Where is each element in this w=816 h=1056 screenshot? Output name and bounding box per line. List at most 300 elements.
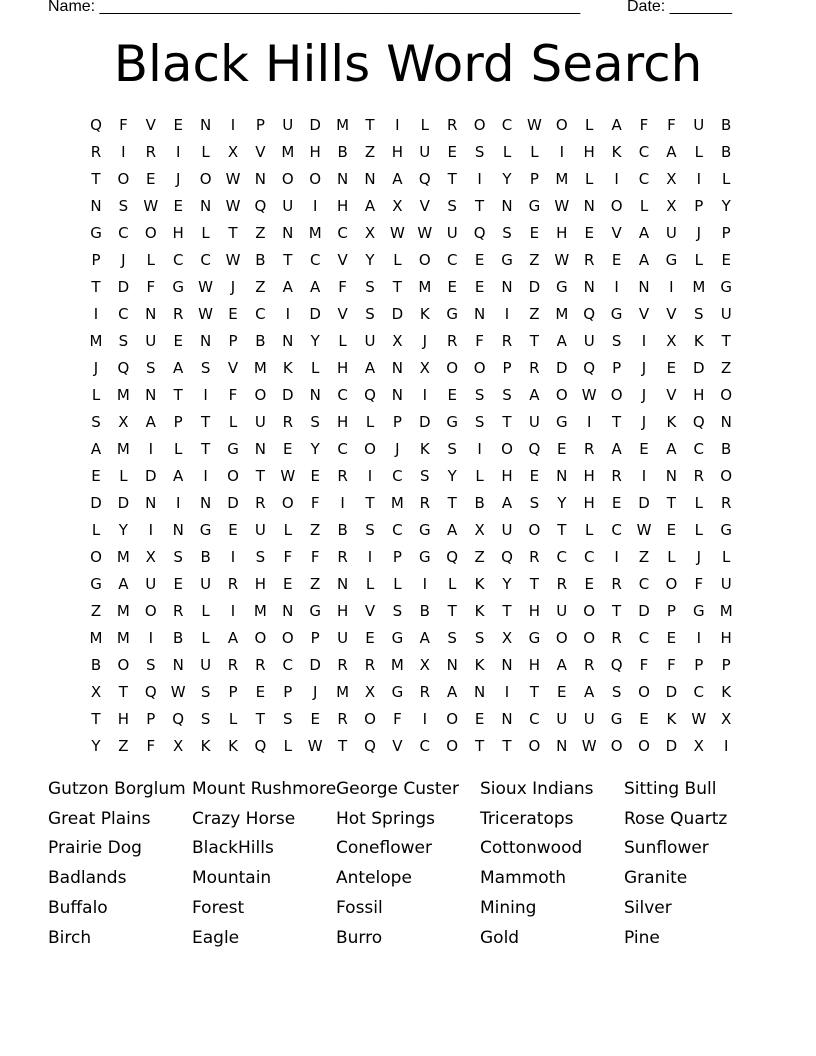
grid-letter: O — [117, 656, 130, 674]
grid-letter: T — [338, 737, 348, 755]
grid-letter: L — [585, 170, 594, 188]
grid-letter: D — [693, 359, 705, 377]
grid-letter: U — [446, 224, 458, 242]
grid-letter: N — [391, 359, 403, 377]
grid-letter: O — [144, 602, 157, 620]
grid-letter: Q — [144, 683, 157, 701]
grid-letter: F — [667, 656, 676, 674]
grid-letter: C — [200, 251, 211, 269]
grid-letter: O — [144, 224, 157, 242]
grid-letter: E — [283, 440, 293, 458]
grid-letter: U — [337, 629, 349, 647]
grid-letter: C — [118, 305, 129, 323]
word-list-item: Sitting Bull — [624, 779, 717, 799]
grid-letter: C — [118, 224, 129, 242]
grid-letter: W — [389, 224, 405, 242]
grid-letter: X — [666, 197, 677, 215]
grid-letter: E — [447, 143, 457, 161]
grid-letter: N — [501, 710, 513, 728]
grid-letter: U — [254, 413, 266, 431]
grid-letter: R — [90, 143, 102, 161]
grid-letter: S — [365, 521, 375, 539]
grid-letter: B — [721, 143, 732, 161]
grid-row — [86, 545, 746, 572]
grid-letter: U — [556, 710, 568, 728]
grid-letter: F — [228, 386, 238, 404]
grid-letter: O — [501, 440, 513, 458]
grid-letter: G — [418, 548, 431, 566]
grid-letter: I — [641, 467, 647, 485]
grid-letter: T — [392, 278, 402, 296]
grid-row — [86, 329, 746, 356]
grid-letter: A — [666, 440, 677, 458]
grid-letter: A — [529, 386, 540, 404]
grid-letter: L — [365, 413, 375, 431]
grid-letter: T — [529, 332, 539, 350]
grid-letter: F — [639, 116, 649, 134]
grid-row — [86, 518, 746, 545]
grid-letter: V — [337, 251, 348, 269]
grid-letter: N — [364, 170, 376, 188]
grid-letter: H — [583, 143, 595, 161]
grid-letter: G — [610, 710, 623, 728]
grid-letter: E — [310, 467, 320, 485]
grid-letter: P — [228, 332, 238, 350]
grid-letter: O — [583, 602, 596, 620]
grid-letter: T — [557, 521, 567, 539]
grid-letter: A — [173, 467, 184, 485]
grid-letter: L — [694, 143, 703, 161]
grid-letter: N — [501, 197, 513, 215]
grid-letter: S — [420, 467, 430, 485]
grid-letter: E — [255, 683, 266, 701]
grid-letter: E — [557, 683, 567, 701]
grid-letter: R — [611, 629, 622, 647]
grid-letter: E — [173, 197, 183, 215]
grid-letter: P — [392, 548, 402, 566]
grid-letter: S — [118, 332, 129, 350]
grid-letter: W — [225, 197, 241, 215]
grid-letter: I — [203, 386, 208, 404]
grid-row — [86, 302, 746, 329]
grid-letter: U — [501, 521, 513, 539]
grid-letter: F — [119, 116, 128, 134]
grid-letter: N — [282, 602, 294, 620]
grid-letter: S — [283, 710, 293, 728]
grid-letter: D — [309, 305, 321, 323]
grid-letter: E — [365, 629, 375, 647]
grid-letter: N — [199, 332, 212, 350]
grid-letter: E — [146, 170, 156, 188]
grid-letter: I — [614, 170, 619, 188]
word-list-item: Forest — [192, 897, 245, 918]
grid-letter: P — [694, 656, 704, 674]
grid-letter: X — [118, 413, 129, 431]
grid-letter: E — [611, 494, 622, 512]
grid-letter: E — [283, 575, 293, 593]
grid-row — [86, 383, 746, 410]
grid-letter: N — [665, 467, 677, 485]
grid-letter: T — [502, 413, 512, 431]
grid-letter: O — [555, 629, 568, 647]
grid-letter: G — [692, 602, 705, 620]
grid-letter: K — [666, 413, 677, 431]
grid-letter: B — [721, 440, 732, 458]
grid-letter: H — [528, 656, 541, 674]
word-list-item: Mining — [480, 897, 537, 918]
grid-letter: W — [526, 116, 542, 134]
grid-letter: S — [200, 359, 211, 377]
grid-letter: F — [393, 710, 402, 728]
grid-letter: U — [364, 332, 376, 350]
grid-row — [86, 626, 746, 653]
grid-row — [86, 221, 746, 248]
grid-letter: C — [693, 683, 705, 701]
grid-letter: L — [502, 143, 512, 161]
grid-letter: N — [145, 305, 157, 323]
grid-letter: T — [447, 602, 457, 620]
grid-letter: Q — [172, 710, 185, 728]
grid-letter: C — [255, 305, 266, 323]
grid-letter: Z — [529, 251, 540, 269]
grid-letter: Z — [364, 143, 376, 161]
grid-letter: J — [312, 683, 318, 701]
name-field-label[interactable]: Name: ______________________________________________________ — [48, 0, 581, 15]
grid-letter: R — [583, 251, 595, 269]
grid-letter: S — [392, 602, 403, 620]
grid-letter: R — [583, 440, 595, 458]
grid-letter: M — [555, 305, 569, 323]
grid-letter: A — [501, 494, 513, 512]
grid-letter: R — [227, 575, 239, 593]
grid-letter: J — [641, 359, 647, 377]
grid-letter: U — [720, 305, 732, 323]
grid-letter: C — [392, 521, 403, 539]
grid-letter: T — [502, 602, 512, 620]
grid-letter: V — [392, 737, 403, 755]
grid-letter: H — [556, 224, 568, 242]
grid-letter: F — [146, 737, 156, 755]
grid-letter: Q — [501, 548, 513, 566]
grid-letter: I — [230, 548, 236, 566]
grid-letter: O — [610, 386, 623, 404]
grid-letter: V — [337, 305, 348, 323]
word-list-item: Burro — [336, 927, 383, 948]
grid-letter: T — [721, 332, 731, 350]
grid-letter: S — [447, 440, 457, 458]
grid-letter: H — [336, 197, 349, 215]
grid-letter: L — [228, 710, 238, 728]
grid-letter: K — [474, 656, 485, 674]
grid-letter: E — [584, 575, 594, 593]
grid-letter: I — [230, 116, 236, 134]
grid-letter: K — [282, 359, 293, 377]
grid-letter: Q — [117, 359, 130, 377]
grid-letter: T — [529, 575, 539, 593]
grid-letter: E — [474, 251, 485, 269]
grid-letter: Z — [310, 575, 321, 593]
grid-letter: J — [93, 359, 99, 377]
grid-letter: L — [694, 251, 703, 269]
grid-letter: L — [393, 251, 402, 269]
grid-letter: Q — [418, 170, 431, 188]
grid-letter: O — [281, 494, 294, 512]
grid-letter: P — [173, 413, 183, 431]
grid-letter: T — [91, 710, 101, 728]
grid-letter: D — [665, 737, 678, 755]
grid-letter: A — [118, 575, 129, 593]
grid-letter: T — [365, 116, 375, 134]
grid-letter: R — [611, 575, 622, 593]
grid-letter: P — [146, 710, 156, 728]
grid-letter: W — [280, 467, 296, 485]
date-field-label[interactable]: Date: _______ — [627, 0, 732, 15]
grid-letter: N — [336, 575, 349, 593]
grid-letter: D — [90, 494, 102, 512]
grid-letter: N — [473, 683, 486, 701]
grid-letter: L — [311, 359, 320, 377]
grid-letter: H — [309, 143, 321, 161]
grid-letter: T — [475, 197, 485, 215]
grid-row — [86, 437, 746, 464]
grid-letter: U — [556, 602, 568, 620]
grid-letter: D — [528, 278, 541, 296]
word-list-item: Birch — [48, 927, 92, 948]
word-list-item: Cottonwood — [480, 838, 583, 859]
grid-letter: R — [255, 656, 266, 674]
grid-letter: I — [203, 467, 208, 485]
grid-letter: W — [581, 737, 597, 755]
grid-letter: L — [448, 575, 457, 593]
grid-letter: F — [639, 656, 649, 674]
grid-letter: A — [227, 629, 239, 647]
grid-letter: X — [419, 359, 430, 377]
word-list-item: Crazy Horse — [192, 808, 296, 829]
word-list-item: Mammoth — [480, 868, 567, 889]
grid-letter: V — [666, 305, 677, 323]
grid-letter: E — [584, 224, 594, 242]
grid-letter: I — [723, 737, 729, 755]
grid-letter: E — [721, 251, 731, 269]
grid-letter: R — [337, 548, 348, 566]
grid-letter: R — [337, 656, 348, 674]
grid-letter: M — [89, 332, 103, 350]
grid-letter: W — [198, 278, 214, 296]
grid-letter: F — [146, 278, 156, 296]
grid-letter: I — [367, 548, 373, 566]
grid-letter: B — [337, 521, 348, 539]
grid-letter: F — [310, 548, 320, 566]
grid-letter: S — [173, 548, 183, 566]
grid-letter: O — [309, 170, 322, 188]
grid-letter: Z — [118, 737, 129, 755]
grid-letter: S — [146, 359, 156, 377]
grid-letter: L — [174, 440, 183, 458]
grid-letter: Q — [364, 386, 376, 404]
grid-letter: G — [309, 602, 321, 620]
grid-letter: A — [90, 440, 102, 458]
grid-row — [86, 599, 746, 626]
grid-letter: V — [666, 386, 677, 404]
grid-letter: U — [583, 710, 595, 728]
grid-letter: M — [555, 170, 569, 188]
grid-letter: C — [337, 440, 348, 458]
grid-row — [86, 680, 746, 707]
grid-letter: L — [585, 521, 594, 539]
grid-letter: H — [720, 629, 732, 647]
word-list-item: Badlands — [48, 868, 127, 889]
grid-letter: K — [419, 440, 430, 458]
grid-letter: H — [336, 602, 349, 620]
grid-letter: I — [477, 440, 482, 458]
grid-letter: N — [172, 656, 184, 674]
word-list-item: Mount Rushmore — [192, 779, 337, 799]
grid-letter: I — [175, 494, 181, 512]
grid-letter: E — [666, 359, 677, 377]
grid-letter: S — [118, 197, 129, 215]
grid-letter: A — [310, 278, 321, 296]
grid-letter: X — [173, 737, 184, 755]
grid-letter: M — [116, 629, 130, 647]
grid-letter: G — [90, 224, 102, 242]
grid-letter: U — [665, 224, 677, 242]
grid-letter: A — [666, 143, 677, 161]
grid-letter: Q — [583, 305, 596, 323]
grid-letter: D — [665, 683, 678, 701]
grid-letter: G — [720, 278, 732, 296]
grid-letter: Y — [365, 251, 375, 269]
grid-letter: Q — [446, 548, 459, 566]
grid-letter: K — [611, 143, 622, 161]
grid-letter: T — [365, 494, 375, 512]
grid-letter: N — [583, 197, 595, 215]
grid-letter: N — [391, 386, 403, 404]
grid-letter: K — [474, 575, 485, 593]
grid-letter: K — [419, 305, 430, 323]
grid-letter: O — [473, 116, 486, 134]
grid-letter: T — [201, 413, 211, 431]
grid-letter: A — [173, 359, 184, 377]
grid-letter: I — [121, 143, 126, 161]
grid-letter: C — [446, 251, 458, 269]
grid-letter: D — [145, 467, 157, 485]
grid-letter: P — [721, 224, 731, 242]
grid-letter: H — [117, 710, 130, 728]
grid-letter: C — [638, 629, 650, 647]
grid-letter: J — [395, 440, 400, 458]
grid-letter: L — [228, 413, 238, 431]
grid-letter: O — [199, 170, 212, 188]
grid-letter: E — [639, 440, 649, 458]
grid-letter: O — [720, 386, 733, 404]
word-list-item: Pine — [624, 927, 660, 948]
grid-letter: S — [611, 683, 622, 701]
grid-letter: I — [504, 683, 510, 701]
grid-letter: N — [638, 278, 650, 296]
grid-letter: P — [228, 683, 238, 701]
grid-letter: D — [309, 116, 321, 134]
grid-letter: I — [586, 413, 592, 431]
grid-letter: E — [228, 521, 238, 539]
grid-letter: B — [90, 656, 102, 674]
grid-letter: T — [529, 683, 539, 701]
grid-letter: O — [665, 575, 678, 593]
grid-letter: L — [119, 467, 128, 485]
grid-letter: E — [447, 386, 457, 404]
grid-letter: E — [529, 467, 540, 485]
grid-letter: I — [422, 575, 428, 593]
grid-letter: S — [474, 629, 485, 647]
grid-letter: X — [392, 197, 403, 215]
grid-letter: T — [283, 251, 293, 269]
grid-letter: G — [391, 683, 404, 701]
grid-letter: A — [447, 683, 458, 701]
grid-letter: P — [255, 116, 265, 134]
grid-letter: I — [477, 170, 482, 188]
grid-letter: Q — [364, 737, 376, 755]
grid-letter: A — [584, 683, 595, 701]
grid-letter: L — [365, 575, 375, 593]
grid-letter: N — [501, 278, 513, 296]
grid-letter: L — [722, 548, 731, 566]
grid-letter: K — [666, 710, 677, 728]
word-list-item: Coneflower — [336, 838, 432, 859]
grid-letter: Z — [721, 359, 732, 377]
grid-letter: I — [641, 332, 647, 350]
word-list-item: Sioux Indians — [480, 779, 594, 799]
grid-letter: M — [390, 656, 404, 674]
grid-letter: O — [555, 116, 568, 134]
grid-letter: N — [199, 494, 212, 512]
grid-letter: S — [502, 224, 512, 242]
grid-letter: Z — [638, 548, 650, 566]
grid-letter: I — [559, 143, 565, 161]
grid-letter: X — [666, 170, 677, 188]
grid-letter: X — [145, 548, 156, 566]
grid-letter: U — [282, 116, 294, 134]
grid-letter: W — [636, 521, 652, 539]
grid-letter: A — [556, 656, 567, 674]
grid-letter: C — [172, 251, 184, 269]
grid-letter: O — [364, 710, 376, 728]
grid-letter: J — [696, 548, 702, 566]
grid-letter: S — [474, 413, 485, 431]
grid-letter: C — [337, 386, 348, 404]
grid-letter: I — [148, 440, 154, 458]
grid-letter: S — [611, 332, 622, 350]
grid-letter: R — [255, 494, 266, 512]
grid-row — [86, 707, 746, 734]
grid-letter: N — [556, 737, 568, 755]
grid-letter: Q — [583, 359, 596, 377]
grid-letter: U — [583, 332, 595, 350]
grid-letter: Q — [254, 737, 267, 755]
grid-letter: C — [337, 224, 348, 242]
grid-letter: F — [310, 494, 320, 512]
grid-letter: O — [117, 170, 130, 188]
grid-letter: U — [693, 116, 705, 134]
grid-letter: D — [282, 386, 294, 404]
grid-letter: A — [392, 170, 403, 188]
grid-letter: S — [365, 278, 375, 296]
grid-letter: L — [91, 521, 101, 539]
grid-letter: V — [227, 359, 239, 377]
grid-letter: Y — [502, 170, 512, 188]
grid-letter: O — [446, 710, 459, 728]
grid-letter: Q — [610, 656, 623, 674]
grid-letter: V — [611, 224, 622, 242]
grid-letter: T — [228, 224, 238, 242]
